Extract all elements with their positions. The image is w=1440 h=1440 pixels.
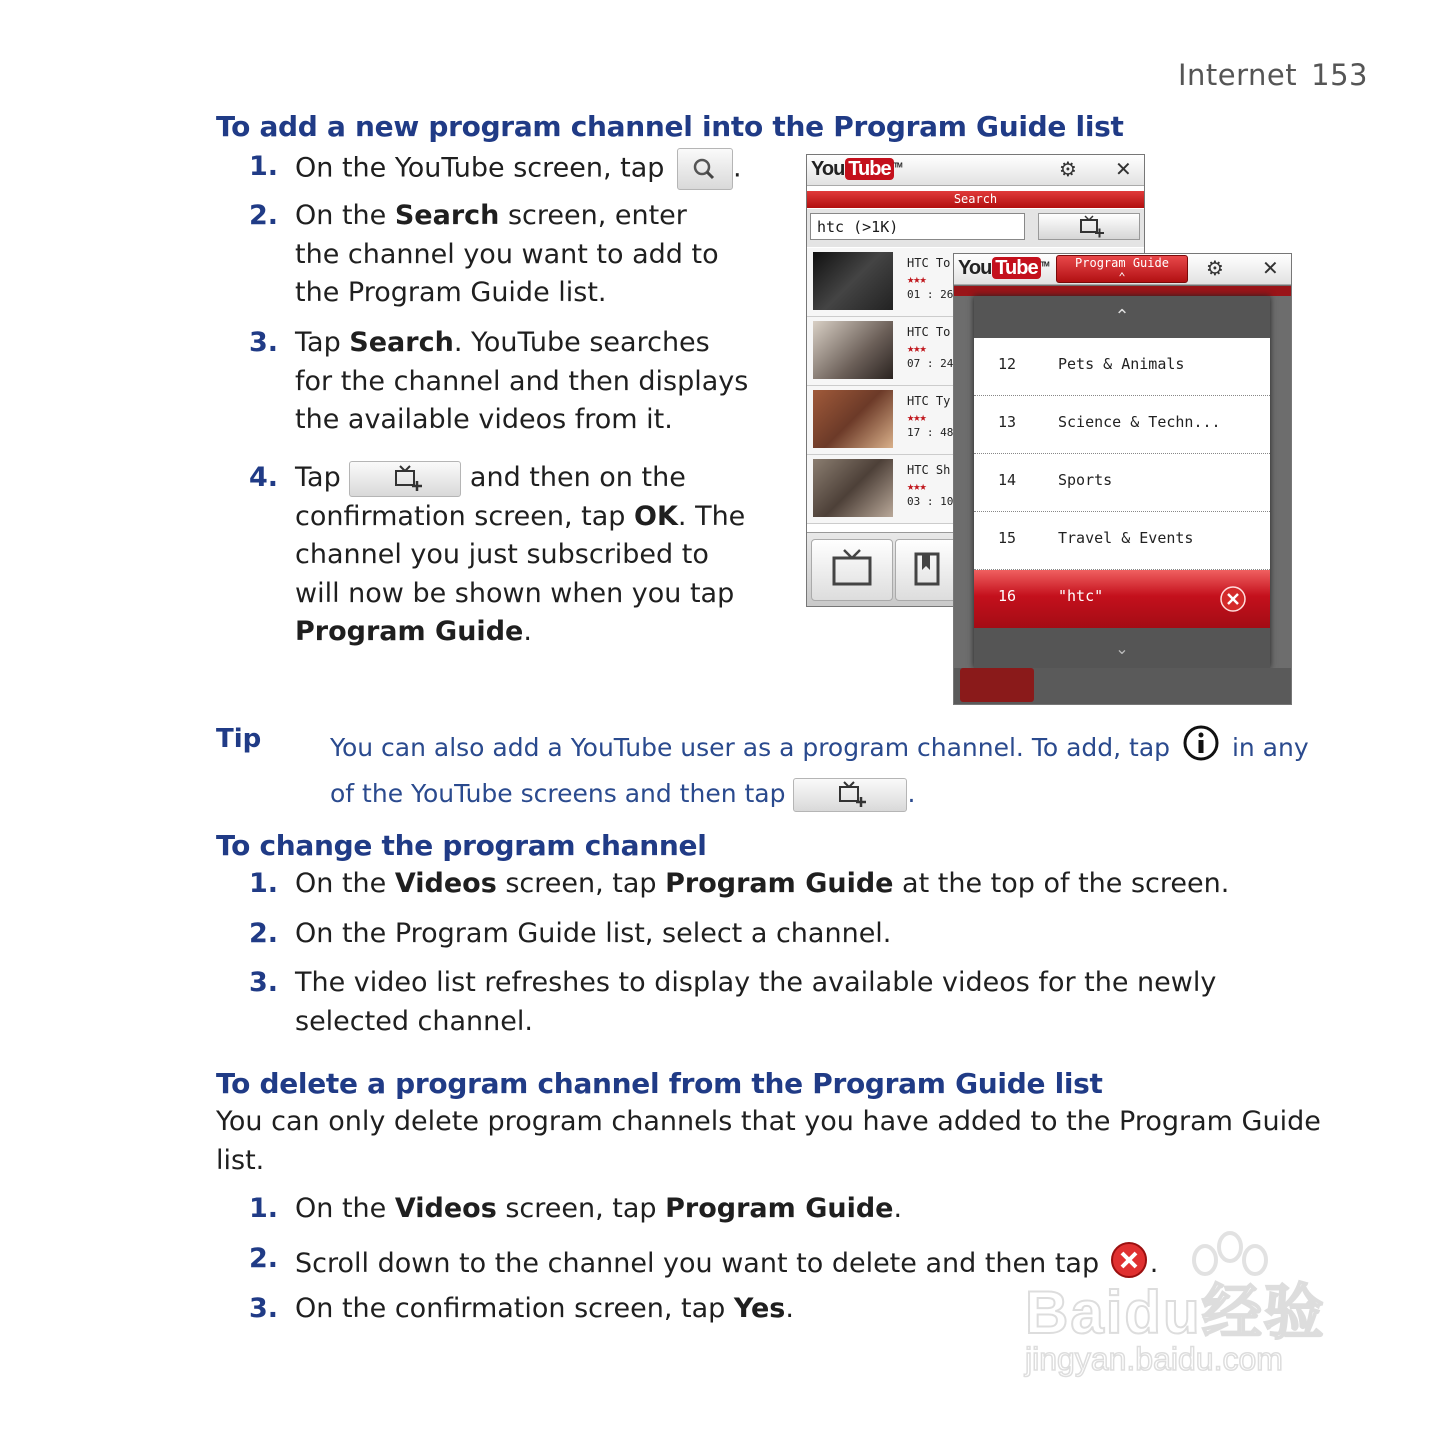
step-text: On the YouTube screen, tap [295,152,665,184]
step-number: 2. [249,918,279,949]
add-step-1 [249,148,765,190]
step-text-end: . [733,152,742,184]
add-step-3 [249,324,755,440]
change-step-2 [249,915,1345,954]
bookmark-icon [896,540,956,600]
step-text: at the top of the screen. [893,868,1230,899]
change-step-1 [249,865,1345,904]
bookmarks-tab[interactable] [895,539,957,601]
step-bold: Videos [394,1193,497,1224]
red-strip [954,286,1291,296]
channel-number: 16 [998,587,1017,605]
channel-name: Sports [1058,471,1113,489]
delete-section-title: To delete a program channel from the Program Guide list [216,1067,1103,1100]
change-step-3 [249,964,1325,1041]
program-guide-button[interactable] [1056,255,1188,283]
step-text: On the [295,1193,395,1224]
channel-item[interactable] [974,512,1270,570]
step-text: The video list refreshes to display the available videos for the newly selected channel. [295,967,1217,1037]
tip-text-end: . [907,779,916,808]
program-guide-popup [974,296,1270,668]
video-duration: 01 : 26 [907,288,954,301]
step-text: . YouTube searches for the channel and then displays the available videos from it. [295,327,749,435]
chevron-up-icon: ⌃ [1118,270,1126,284]
search-button[interactable] [677,148,733,190]
info-icon[interactable] [1182,724,1220,762]
delete-icon[interactable] [1218,584,1248,614]
step-text: . [893,1193,903,1224]
step-bold: Videos [394,868,497,899]
add-section-title: To add a new program channel into the Program Guide list [216,110,1124,143]
title-bar [807,155,1144,186]
step-number: 1. [249,868,279,899]
step-number: 3. [249,967,279,998]
video-thumbnail [813,321,893,379]
page-number: 153 [1311,58,1368,92]
step-text: . The channel you just subscribed to will now be shown when you tap [295,500,746,609]
step-text: On the Program Guide list, select a channel. [295,918,892,949]
rating-stars: ★★★ [907,341,926,355]
step-text-end: . [523,616,532,647]
title-bar [954,254,1291,285]
watermark-text: 经验 [1201,1279,1326,1346]
watermark-text: Bai [1025,1279,1125,1346]
video-title: HTC To [907,256,951,270]
watermark-text: du [1124,1279,1202,1346]
gear-icon[interactable]: ⚙ [1059,157,1077,181]
delete-step-1 [249,1190,1345,1229]
step-bold: Yes [733,1293,786,1324]
video-title: HTC Sh [907,463,951,477]
add-step-2 [249,197,735,313]
channel-item[interactable] [974,396,1270,454]
step-number: 3. [249,1293,279,1324]
channel-item-selected[interactable] [974,570,1270,628]
step-text: . [785,1293,794,1324]
step-number: 1. [249,151,279,182]
video-thumbnail [813,459,893,517]
step-text: Tap [295,327,350,358]
search-input[interactable]: htc (>1K) [810,213,1025,240]
program-guide-label: Program Guide [1075,256,1169,270]
video-duration: 03 : 10 [907,495,954,508]
change-section-title: To change the program channel [216,829,707,862]
step-text: On the [295,200,395,231]
video-duration: 07 : 24 [907,357,954,370]
channel-number: 13 [998,413,1017,431]
scroll-up-icon[interactable]: ⌃ [1114,306,1130,327]
video-title: HTC Ty [907,394,951,408]
baidu-watermark [1025,1265,1365,1395]
youtube-logo: You Tube ™ [811,158,902,180]
step-number: 3. [249,327,279,358]
add-step-4 [249,459,755,652]
bottom-toolbar [954,668,1291,704]
subscribe-button[interactable] [793,778,907,812]
step-bold: OK [634,500,678,532]
step-text: and then on the confirmation screen, tap [295,462,686,532]
tv-add-icon [1039,214,1139,239]
step-bold: Search [349,327,454,358]
channel-name: "htc" [1058,587,1104,605]
channel-name: Science & Techn... [1058,413,1221,431]
video-thumbnail [813,252,893,310]
channel-number: 14 [998,471,1017,489]
step-bold: Search [394,200,500,231]
close-icon[interactable]: ✕ [1115,157,1132,181]
channel-number: 12 [998,355,1017,373]
channel-item[interactable] [974,454,1270,512]
video-duration: 17 : 48 [907,426,954,439]
program-guide-screenshot [953,253,1292,705]
subscribe-button[interactable] [349,461,461,497]
close-icon[interactable]: ✕ [1262,256,1279,280]
step-text: screen, enter the channel you want to add to the Program Guide list. [295,200,719,308]
search-bar [807,209,1144,247]
tv-icon [812,540,892,600]
rating-stars: ★★★ [907,479,926,493]
step-text: screen, tap [496,868,666,899]
scroll-down-icon[interactable]: ⌄ [1115,639,1129,658]
tip-label: Tip [216,724,262,754]
screen-title-bar: Search [807,191,1144,208]
step-bold: Program Guide [665,1193,894,1224]
channel-number: 15 [998,529,1017,547]
tv-add-icon [350,462,460,496]
channel-name: Travel & Events [1058,529,1194,547]
watermark-url: jingyan.baidu.com [1025,1341,1283,1377]
video-thumbnail [813,390,893,448]
step-text: On the confirmation screen, tap [295,1293,734,1324]
step-text: Scroll down to the channel you want to delete and then tap [295,1248,1100,1279]
step-bold: Program Guide [295,616,524,647]
videos-tab[interactable] [811,539,893,601]
subscribe-button[interactable] [1038,213,1140,240]
tv-add-icon [794,779,906,811]
step-bold: Program Guide [665,868,894,899]
step-number: 2. [249,1243,279,1274]
step-number: 1. [249,1193,279,1224]
rating-stars: ★★★ [907,272,926,286]
step-text: Tap [295,462,341,493]
videos-tab[interactable] [960,668,1034,702]
step-text: screen, tap [496,1193,666,1224]
rating-stars: ★★★ [907,410,926,424]
channel-item[interactable] [974,338,1270,396]
tip-text [330,724,1330,817]
step-text: On the [295,868,395,899]
page-header [1178,58,1368,92]
step-number: 4. [249,462,279,493]
youtube-logo: You Tube ™ [958,257,1049,279]
tip-text-part: You can also add a YouTube user as a program channel. To add, tap [330,733,1171,762]
header-section: Internet [1177,58,1298,92]
search-icon [678,149,732,189]
step-number: 2. [249,200,279,231]
gear-icon[interactable]: ⚙ [1206,256,1224,280]
video-title: HTC To [907,325,951,339]
step-text-end: . [1149,1248,1159,1279]
channel-name: Pets & Animals [1058,355,1185,373]
delete-intro: You can only delete program channels that you have added to the Program Guide list. [216,1106,1321,1176]
tip-text-part: in any of the YouTube screens and then tap [330,733,1309,808]
